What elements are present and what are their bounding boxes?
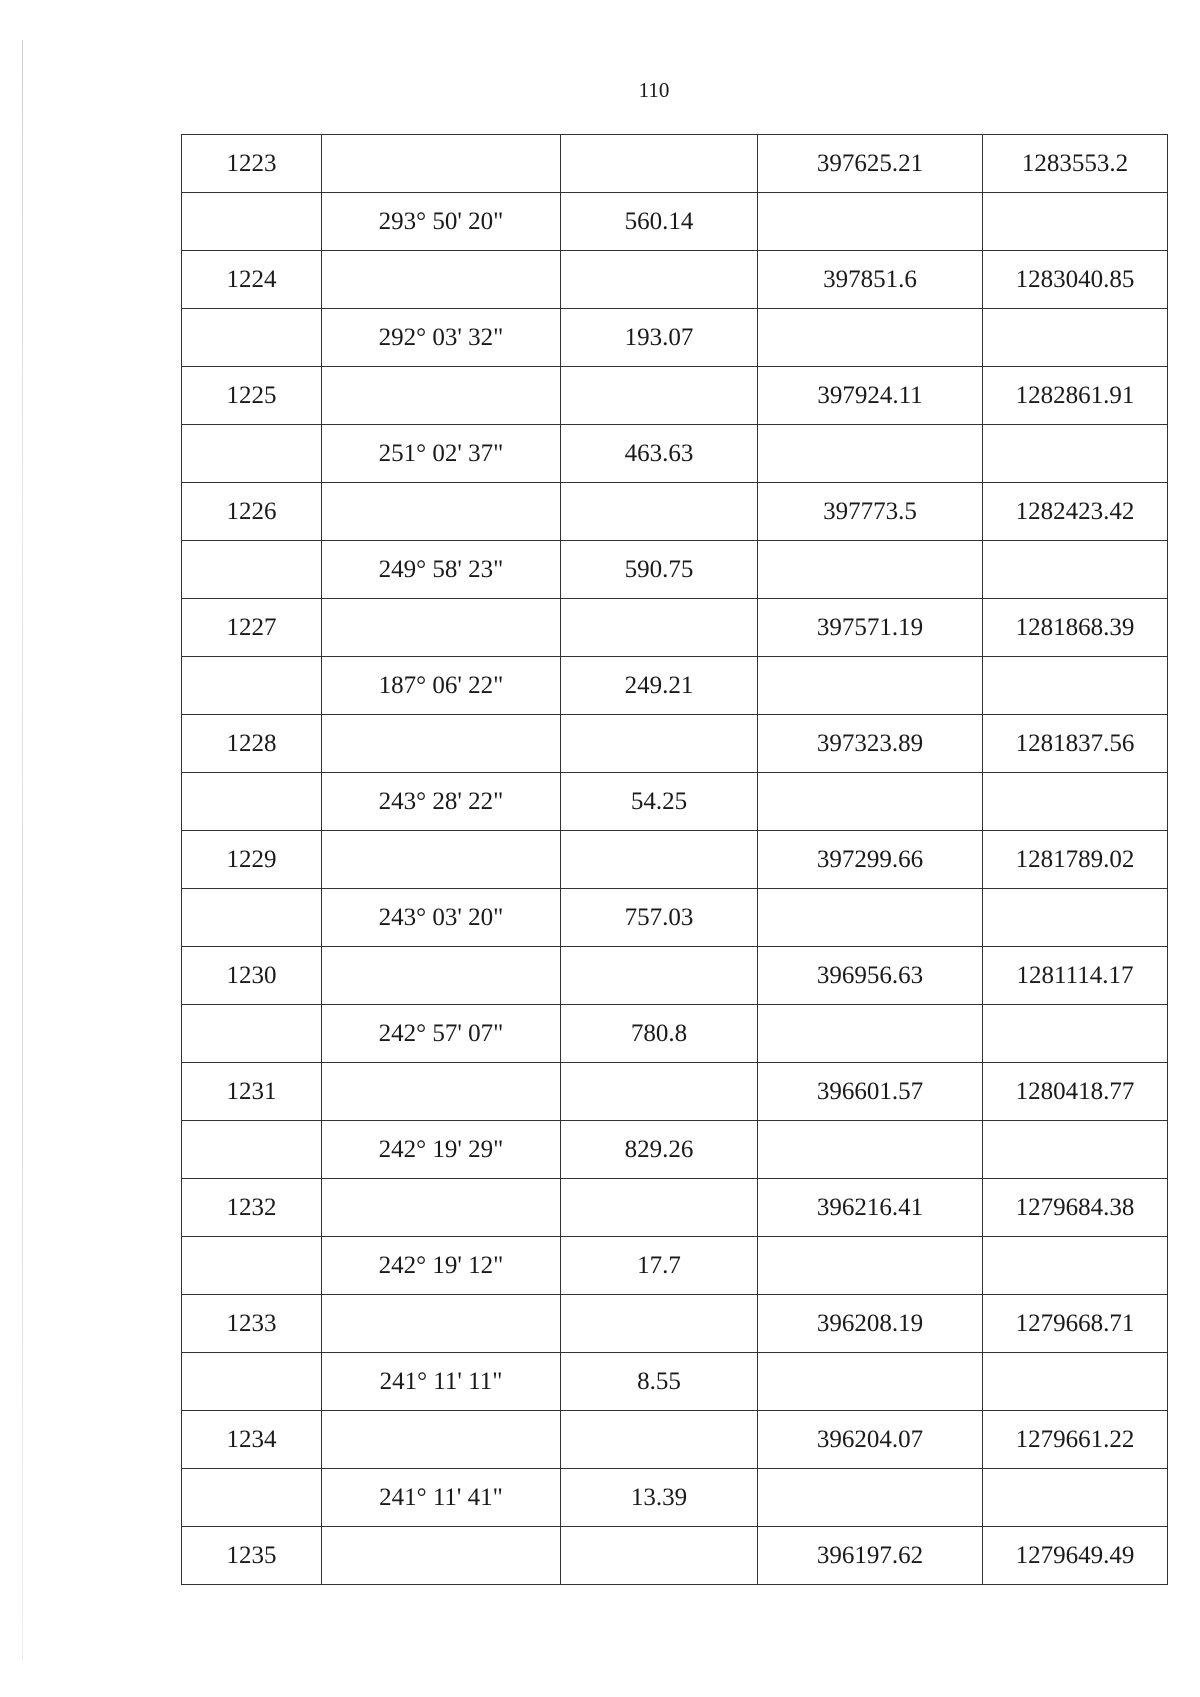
station-row (182, 251, 1168, 309)
course-row (182, 541, 1168, 599)
northing-cell: 396204.07 (758, 1411, 983, 1469)
station-row (182, 1179, 1168, 1237)
course-row (182, 657, 1168, 715)
distance-cell (561, 1527, 758, 1585)
bearing-cell (322, 483, 561, 541)
distance-cell: 17.7 (561, 1237, 758, 1295)
easting-cell (983, 1237, 1168, 1295)
easting-cell (983, 541, 1168, 599)
bearing-cell (322, 367, 561, 425)
distance-cell: 780.8 (561, 1005, 758, 1063)
bearing-cell: 242° 19' 12" (322, 1237, 561, 1295)
easting-cell: 1279661.22 (983, 1411, 1168, 1469)
station-cell (182, 1121, 322, 1179)
station-cell (182, 425, 322, 483)
distance-cell: 13.39 (561, 1469, 758, 1527)
distance-cell: 590.75 (561, 541, 758, 599)
distance-cell (561, 367, 758, 425)
easting-cell: 1280418.77 (983, 1063, 1168, 1121)
course-row (182, 193, 1168, 251)
easting-cell (983, 1005, 1168, 1063)
northing-cell (758, 773, 983, 831)
page-number: 110 (638, 78, 670, 102)
northing-cell: 396216.41 (758, 1179, 983, 1237)
distance-cell (561, 1179, 758, 1237)
distance-cell (561, 599, 758, 657)
distance-cell: 193.07 (561, 309, 758, 367)
bearing-cell: 243° 28' 22" (322, 773, 561, 831)
northing-cell (758, 193, 983, 251)
station-cell: 1230 (182, 947, 322, 1005)
northing-cell: 397851.6 (758, 251, 983, 309)
northing-cell: 396601.57 (758, 1063, 983, 1121)
bearing-cell: 243° 03' 20" (322, 889, 561, 947)
station-cell (182, 1005, 322, 1063)
distance-cell (561, 135, 758, 193)
easting-cell: 1283553.2 (983, 135, 1168, 193)
distance-cell (561, 1411, 758, 1469)
distance-cell (561, 251, 758, 309)
station-cell: 1223 (182, 135, 322, 193)
course-row (182, 1353, 1168, 1411)
course-row (182, 1121, 1168, 1179)
station-row (182, 483, 1168, 541)
bearing-cell (322, 1295, 561, 1353)
station-cell (182, 1353, 322, 1411)
bearing-cell: 187° 06' 22" (322, 657, 561, 715)
easting-cell (983, 1353, 1168, 1411)
station-cell: 1234 (182, 1411, 322, 1469)
easting-cell: 1281114.17 (983, 947, 1168, 1005)
distance-cell (561, 1063, 758, 1121)
easting-cell (983, 425, 1168, 483)
station-row (182, 1295, 1168, 1353)
station-row (182, 831, 1168, 889)
course-row (182, 773, 1168, 831)
easting-cell (983, 1121, 1168, 1179)
easting-cell: 1281868.39 (983, 599, 1168, 657)
station-cell (182, 1469, 322, 1527)
bearing-cell: 249° 58' 23" (322, 541, 561, 599)
northing-cell: 397924.11 (758, 367, 983, 425)
bearing-cell: 293° 50' 20" (322, 193, 561, 251)
easting-cell (983, 657, 1168, 715)
station-cell: 1226 (182, 483, 322, 541)
station-cell (182, 1237, 322, 1295)
course-row (182, 1469, 1168, 1527)
northing-cell: 396956.63 (758, 947, 983, 1005)
distance-cell (561, 947, 758, 1005)
bearing-cell (322, 715, 561, 773)
easting-cell (983, 1469, 1168, 1527)
easting-cell: 1281837.56 (983, 715, 1168, 773)
bearing-cell (322, 135, 561, 193)
northing-cell: 397625.21 (758, 135, 983, 193)
bearing-cell (322, 1179, 561, 1237)
bearing-cell (322, 1063, 561, 1121)
bearing-cell (322, 1411, 561, 1469)
northing-cell: 396208.19 (758, 1295, 983, 1353)
course-row (182, 1005, 1168, 1063)
distance-cell: 463.63 (561, 425, 758, 483)
bearing-cell (322, 947, 561, 1005)
station-cell: 1224 (182, 251, 322, 309)
northing-cell (758, 425, 983, 483)
easting-cell: 1279684.38 (983, 1179, 1168, 1237)
station-cell: 1228 (182, 715, 322, 773)
bearing-cell: 241° 11' 41" (322, 1469, 561, 1527)
station-cell: 1229 (182, 831, 322, 889)
station-row (182, 599, 1168, 657)
station-cell: 1227 (182, 599, 322, 657)
station-row (182, 947, 1168, 1005)
distance-cell: 560.14 (561, 193, 758, 251)
distance-cell (561, 483, 758, 541)
northing-cell: 397299.66 (758, 831, 983, 889)
scan-edge-line (22, 40, 23, 1660)
northing-cell (758, 1353, 983, 1411)
distance-cell (561, 1295, 758, 1353)
northing-cell (758, 889, 983, 947)
survey-table-body (182, 135, 1168, 1585)
easting-cell (983, 889, 1168, 947)
northing-cell: 397571.19 (758, 599, 983, 657)
course-row (182, 889, 1168, 947)
easting-cell (983, 773, 1168, 831)
bearing-cell: 241° 11' 11" (322, 1353, 561, 1411)
station-cell: 1235 (182, 1527, 322, 1585)
course-row (182, 309, 1168, 367)
northing-cell (758, 657, 983, 715)
bearing-cell (322, 251, 561, 309)
distance-cell: 757.03 (561, 889, 758, 947)
station-cell: 1233 (182, 1295, 322, 1353)
northing-cell (758, 1237, 983, 1295)
bearing-cell: 292° 03' 32" (322, 309, 561, 367)
survey-coordinate-table (181, 134, 1168, 1585)
northing-cell (758, 1469, 983, 1527)
distance-cell (561, 831, 758, 889)
station-cell (182, 889, 322, 947)
easting-cell: 1281789.02 (983, 831, 1168, 889)
station-cell (182, 309, 322, 367)
station-row (182, 1527, 1168, 1585)
easting-cell: 1283040.85 (983, 251, 1168, 309)
easting-cell (983, 309, 1168, 367)
course-row (182, 1237, 1168, 1295)
station-cell (182, 541, 322, 599)
station-cell (182, 657, 322, 715)
northing-cell: 397773.5 (758, 483, 983, 541)
station-row (182, 715, 1168, 773)
easting-cell (983, 193, 1168, 251)
northing-cell (758, 1005, 983, 1063)
bearing-cell: 242° 57' 07" (322, 1005, 561, 1063)
northing-cell (758, 309, 983, 367)
easting-cell: 1279649.49 (983, 1527, 1168, 1585)
northing-cell (758, 541, 983, 599)
bearing-cell (322, 599, 561, 657)
easting-cell: 1282861.91 (983, 367, 1168, 425)
station-cell (182, 773, 322, 831)
station-row (182, 135, 1168, 193)
station-row (182, 367, 1168, 425)
distance-cell (561, 715, 758, 773)
station-cell: 1225 (182, 367, 322, 425)
distance-cell: 249.21 (561, 657, 758, 715)
station-cell (182, 193, 322, 251)
distance-cell: 829.26 (561, 1121, 758, 1179)
distance-cell: 8.55 (561, 1353, 758, 1411)
distance-cell: 54.25 (561, 773, 758, 831)
station-cell: 1231 (182, 1063, 322, 1121)
station-row (182, 1411, 1168, 1469)
bearing-cell: 242° 19' 29" (322, 1121, 561, 1179)
northing-cell: 397323.89 (758, 715, 983, 773)
bearing-cell: 251° 02' 37" (322, 425, 561, 483)
course-row (182, 425, 1168, 483)
easting-cell: 1279668.71 (983, 1295, 1168, 1353)
easting-cell: 1282423.42 (983, 483, 1168, 541)
station-row (182, 1063, 1168, 1121)
northing-cell: 396197.62 (758, 1527, 983, 1585)
northing-cell (758, 1121, 983, 1179)
bearing-cell (322, 1527, 561, 1585)
bearing-cell (322, 831, 561, 889)
station-cell: 1232 (182, 1179, 322, 1237)
